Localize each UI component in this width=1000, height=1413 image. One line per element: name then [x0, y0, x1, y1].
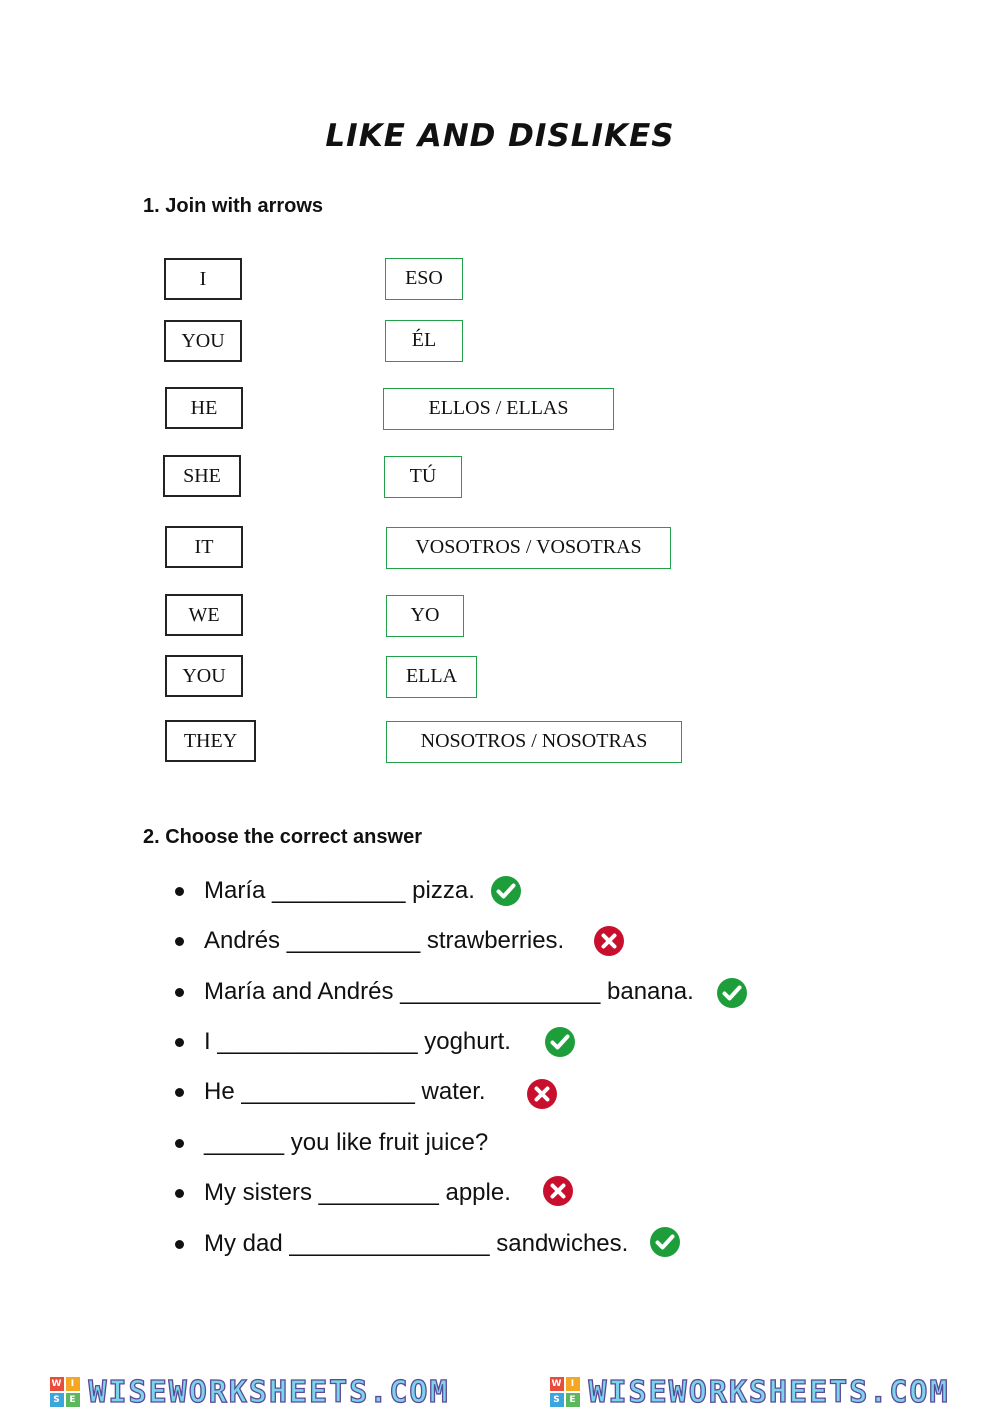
sentence-text: María __________ pizza.	[204, 877, 475, 904]
sentence-item	[175, 871, 475, 911]
spanish-pronoun-box[interactable]: YO	[386, 595, 464, 637]
spanish-pronoun-box[interactable]: ÉL	[385, 320, 463, 362]
sentence-text: I _______________ yoghurt.	[204, 1028, 511, 1055]
sentence-text: Andrés __________ strawberries.	[204, 927, 565, 954]
sentence-text: ______ you like fruit juice?	[204, 1129, 489, 1156]
footer-watermark	[0, 1372, 1000, 1412]
sentence-text: María and Andrés _______________ banana.	[204, 978, 694, 1005]
spanish-pronoun-box[interactable]: TÚ	[384, 456, 462, 498]
logo-squares-icon: W I S E	[50, 1377, 80, 1407]
english-pronoun-box[interactable]: SHE	[163, 455, 241, 497]
brand-text: WISEWORKSHEETS.COM	[88, 1374, 450, 1410]
logo-squares-icon: W I S E	[550, 1377, 580, 1407]
english-pronoun-box[interactable]: WE	[165, 594, 243, 636]
bullet-icon	[175, 1189, 184, 1198]
green-check-circle-icon	[649, 1226, 681, 1258]
sentence-item	[175, 1224, 628, 1264]
brand-logo	[550, 1375, 949, 1410]
bullet-icon	[175, 1240, 184, 1249]
english-pronoun-box[interactable]: IT	[165, 526, 243, 568]
english-pronoun-box[interactable]: YOU	[165, 655, 243, 697]
red-x-circle-icon	[542, 1175, 574, 1207]
green-check-circle-icon	[490, 875, 522, 907]
bullet-icon	[175, 937, 184, 946]
sentence-item	[175, 1022, 511, 1062]
brand-logo	[50, 1375, 449, 1410]
spanish-pronoun-box[interactable]: ELLOS / ELLAS	[383, 388, 614, 430]
sentence-item	[175, 921, 564, 961]
sentence-item	[175, 1123, 488, 1163]
brand-text: WISEWORKSHEETS.COM	[588, 1374, 950, 1410]
green-check-circle-icon	[716, 977, 748, 1009]
english-pronoun-box[interactable]: I	[164, 258, 242, 300]
green-check-circle-icon	[544, 1026, 576, 1058]
sentence-text: He _____________ water.	[204, 1078, 486, 1105]
sentence-item	[175, 972, 694, 1012]
bullet-icon	[175, 1139, 184, 1148]
red-x-circle-icon	[526, 1078, 558, 1110]
english-pronoun-box[interactable]: YOU	[164, 320, 242, 362]
english-pronoun-box[interactable]: THEY	[165, 720, 256, 762]
spanish-pronoun-box[interactable]: ELLA	[386, 656, 477, 698]
bullet-icon	[175, 887, 184, 896]
bullet-icon	[175, 1038, 184, 1047]
spanish-pronoun-box[interactable]: NOSOTROS / NOSOTRAS	[386, 721, 682, 763]
section-2-heading: 2. Choose the correct answer	[143, 826, 422, 848]
sentence-item	[175, 1072, 486, 1112]
sentence-text: My sisters _________ apple.	[204, 1179, 511, 1206]
spanish-pronoun-box[interactable]: ESO	[385, 258, 463, 300]
bullet-icon	[175, 988, 184, 997]
section-1-heading: 1. Join with arrows	[143, 195, 324, 217]
sentence-item	[175, 1173, 511, 1213]
spanish-pronoun-box[interactable]: VOSOTROS / VOSOTRAS	[386, 527, 671, 569]
bullet-icon	[175, 1088, 184, 1097]
worksheet-title: LIKE AND DISLIKES	[325, 118, 675, 154]
sentence-text: My dad _______________ sandwiches.	[204, 1230, 629, 1257]
english-pronoun-box[interactable]: HE	[165, 387, 243, 429]
red-x-circle-icon	[593, 925, 625, 957]
